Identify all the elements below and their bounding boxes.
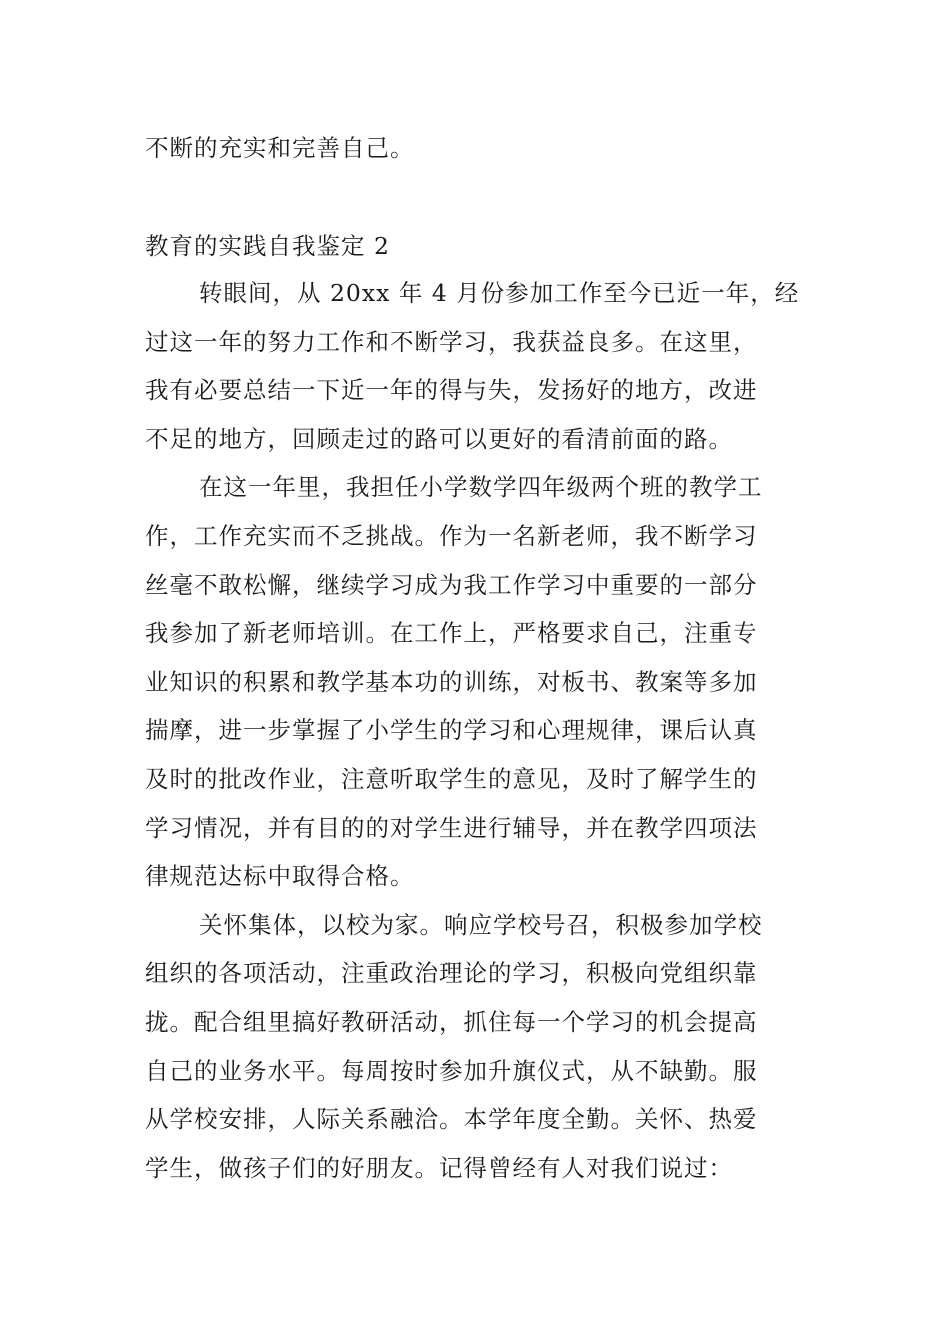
text-line: 揣摩，进一步掌握了小学生的学习和心理规律，课后认真 (145, 716, 758, 745)
section-title: 教育的实践自我鉴定 2 (145, 232, 390, 260)
paragraph-3 (145, 901, 807, 1193)
continuation-paragraph (145, 124, 807, 173)
text-line: 组织的各项活动，注重政治理论的学习，积极向党组织靠 (145, 959, 758, 988)
text-line: 学习情况，并有目的的对学生进行辅导，并在教学四项法 (145, 813, 758, 842)
text-line: 丝毫不敢松懈，继续学习成为我工作学习中重要的一部分 (145, 570, 758, 599)
text-line: 不断的充实和完善自己。 (145, 134, 415, 162)
text-line: 学生，做孩子们的好朋友。记得曾经有人对我们说过： (145, 1153, 733, 1182)
text-line: 关怀集体，以校为家。响应学校号召，积极参加学校 (199, 910, 763, 939)
section-heading (145, 222, 807, 271)
text-line: 律规范达标中取得合格。 (145, 862, 415, 891)
text-line: 我参加了新老师培训。在工作上，严格要求自己，注重专 (145, 619, 758, 648)
text-line: 及时的批改作业，注意听取学生的意见，及时了解学生的 (145, 764, 758, 793)
text-line: 不足的地方，回顾走过的路可以更好的看清前面的路。 (145, 424, 733, 453)
text-line: 我有必要总结一下近一年的得与失，发扬好的地方，改进 (145, 376, 758, 405)
text-line: 过这一年的努力工作和不断学习，我获益良多。在这里， (145, 327, 758, 356)
text-line: 自己的业务水平。每周按时参加升旗仪式，从不缺勤。服 (145, 1056, 758, 1085)
body-paragraphs (145, 269, 807, 1192)
paragraph-2 (145, 463, 807, 900)
text-line: 转眼间，从 20xx 年 4 月份参加工作至今已近一年，经 (199, 279, 800, 307)
text-line: 在这一年里，我担任小学数学四年级两个班的教学工 (199, 473, 763, 502)
text-line: 作，工作充实而不乏挑战。作为一名新老师，我不断学习 (145, 521, 758, 550)
paragraph-1 (145, 269, 807, 463)
text-line: 拢。配合组里搞好教研活动，抓住每一个学习的机会提高 (145, 1007, 758, 1036)
text-line: 业知识的积累和教学基本功的训练，对板书、教案等多加 (145, 667, 758, 696)
text-line: 从学校安排，人际关系融洽。本学年度全勤。关怀、热爱 (145, 1105, 758, 1134)
